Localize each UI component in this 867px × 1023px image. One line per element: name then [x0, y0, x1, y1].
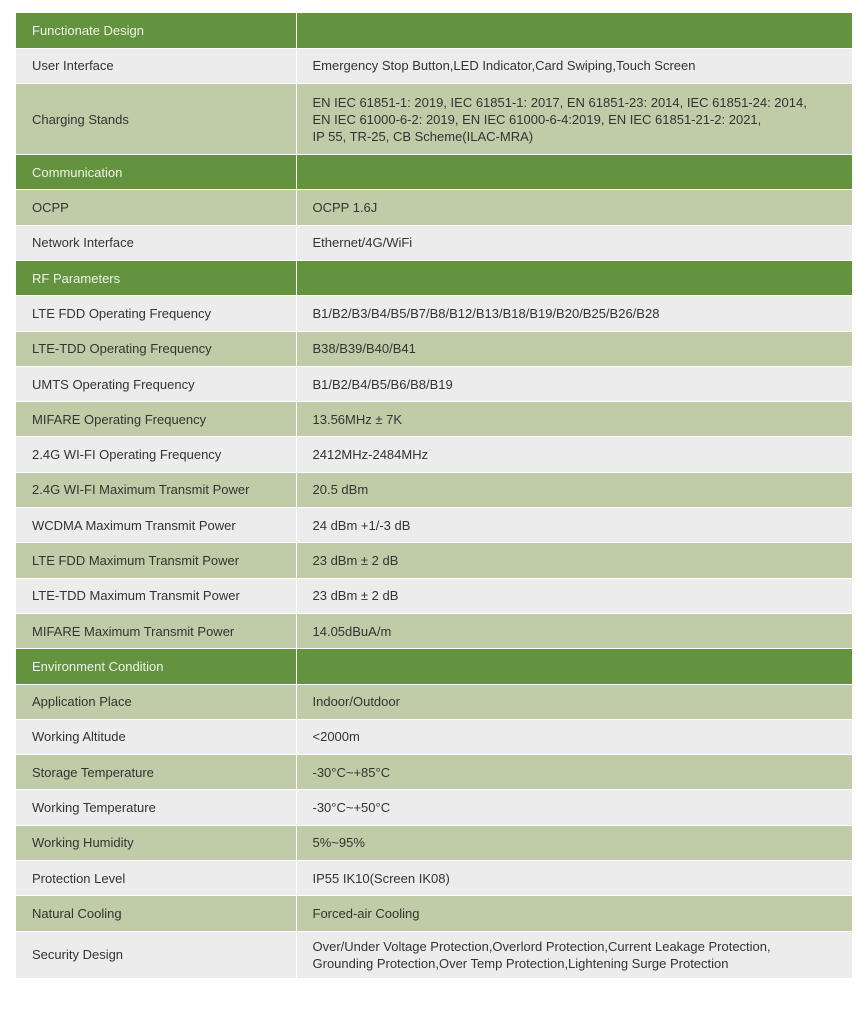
spec-label: Application Place — [16, 684, 296, 719]
spec-value: Forced-air Cooling — [296, 896, 852, 931]
spec-label: User Interface — [16, 48, 296, 83]
spec-value-line: Over/Under Voltage Protection,Overlord Protection,Current Leakage Protection, — [312, 938, 771, 954]
table-row — [16, 366, 852, 401]
spec-value-line: EN IEC 61000-6-2: 2019, EN IEC 61000-6-4:2019, EN IEC 61851-21-2: 2021, — [312, 111, 762, 127]
spec-value: 13.56MHz ± 7K — [296, 402, 852, 437]
spec-label: Working Altitude — [16, 719, 296, 754]
section-empty-cell — [296, 155, 852, 190]
spec-label: OCPP — [16, 190, 296, 225]
spec-value: Ethernet/4G/WiFi — [296, 225, 852, 260]
spec-label: MIFARE Operating Frequency — [16, 402, 296, 437]
spec-label: 2.4G WI-FI Maximum Transmit Power — [16, 472, 296, 507]
spec-label: Network Interface — [16, 225, 296, 260]
table-row — [16, 755, 852, 790]
table-row — [16, 190, 852, 225]
spec-label: WCDMA Maximum Transmit Power — [16, 508, 296, 543]
spec-value: -30°C~+85°C — [296, 755, 852, 790]
spec-value: 2412MHz-2484MHz — [296, 437, 852, 472]
table-row — [16, 225, 852, 260]
table-row — [16, 437, 852, 472]
spec-value-line: IP 55, TR-25, CB Scheme(ILAC-MRA) — [312, 128, 534, 144]
table-row — [16, 331, 852, 366]
spec-label: Storage Temperature — [16, 755, 296, 790]
table-row — [16, 508, 852, 543]
section-header-row — [16, 155, 852, 190]
spec-value: B1/B2/B3/B4/B5/B7/B8/B12/B13/B18/B19/B20/B25/B26/B28 — [296, 296, 852, 331]
spec-value: <2000m — [296, 719, 852, 754]
section-title: Functionate Design — [16, 13, 296, 48]
spec-value: 23 dBm ± 2 dB — [296, 543, 852, 578]
table-row — [16, 684, 852, 719]
table-row — [16, 931, 852, 978]
table-row — [16, 472, 852, 507]
spec-value — [296, 931, 852, 978]
section-empty-cell — [296, 649, 852, 684]
spec-value: 5%~95% — [296, 825, 852, 860]
table-row — [16, 402, 852, 437]
spec-value — [296, 84, 852, 155]
spec-value: IP55 IK10(Screen IK08) — [296, 861, 852, 896]
table-row — [16, 719, 852, 754]
specification-table — [16, 13, 852, 979]
section-empty-cell — [296, 13, 852, 48]
spec-label: LTE-TDD Maximum Transmit Power — [16, 578, 296, 613]
table-row — [16, 825, 852, 860]
spec-value-line: Grounding Protection,Over Temp Protection,Lightening Surge Protection — [312, 955, 729, 971]
spec-label: Security Design — [16, 931, 296, 978]
spec-value: Indoor/Outdoor — [296, 684, 852, 719]
spec-label: LTE FDD Maximum Transmit Power — [16, 543, 296, 578]
spec-label: LTE-TDD Operating Frequency — [16, 331, 296, 366]
spec-value: -30°C~+50°C — [296, 790, 852, 825]
section-title: Environment Condition — [16, 649, 296, 684]
spec-label: LTE FDD Operating Frequency — [16, 296, 296, 331]
spec-label: Natural Cooling — [16, 896, 296, 931]
spec-label: Protection Level — [16, 861, 296, 896]
table-row — [16, 578, 852, 613]
table-row — [16, 790, 852, 825]
section-title: RF Parameters — [16, 260, 296, 295]
section-title: Communication — [16, 155, 296, 190]
spec-label: Working Humidity — [16, 825, 296, 860]
section-empty-cell — [296, 260, 852, 295]
spec-value: 23 dBm ± 2 dB — [296, 578, 852, 613]
spec-label: Charging Stands — [16, 84, 296, 155]
table-row — [16, 613, 852, 648]
specification-table-body — [16, 13, 852, 978]
spec-label: 2.4G WI-FI Operating Frequency — [16, 437, 296, 472]
spec-value: B38/B39/B40/B41 — [296, 331, 852, 366]
table-row — [16, 861, 852, 896]
spec-label: Working Temperature — [16, 790, 296, 825]
section-header-row — [16, 649, 852, 684]
spec-label: MIFARE Maximum Transmit Power — [16, 613, 296, 648]
spec-value: 24 dBm +1/-3 dB — [296, 508, 852, 543]
section-header-row — [16, 260, 852, 295]
spec-value: 20.5 dBm — [296, 472, 852, 507]
section-header-row — [16, 13, 852, 48]
table-row — [16, 296, 852, 331]
spec-label: UMTS Operating Frequency — [16, 366, 296, 401]
table-row — [16, 48, 852, 83]
spec-value: B1/B2/B4/B5/B6/B8/B19 — [296, 366, 852, 401]
spec-value: Emergency Stop Button,LED Indicator,Card Swiping,Touch Screen — [296, 48, 852, 83]
spec-value-line: EN IEC 61851-1: 2019, IEC 61851-1: 2017, EN 61851-23: 2014, IEC 61851-24: 2014, — [312, 94, 807, 110]
table-row — [16, 84, 852, 155]
table-row — [16, 896, 852, 931]
spec-value: OCPP 1.6J — [296, 190, 852, 225]
table-row — [16, 543, 852, 578]
spec-value: 14.05dBuA/m — [296, 613, 852, 648]
